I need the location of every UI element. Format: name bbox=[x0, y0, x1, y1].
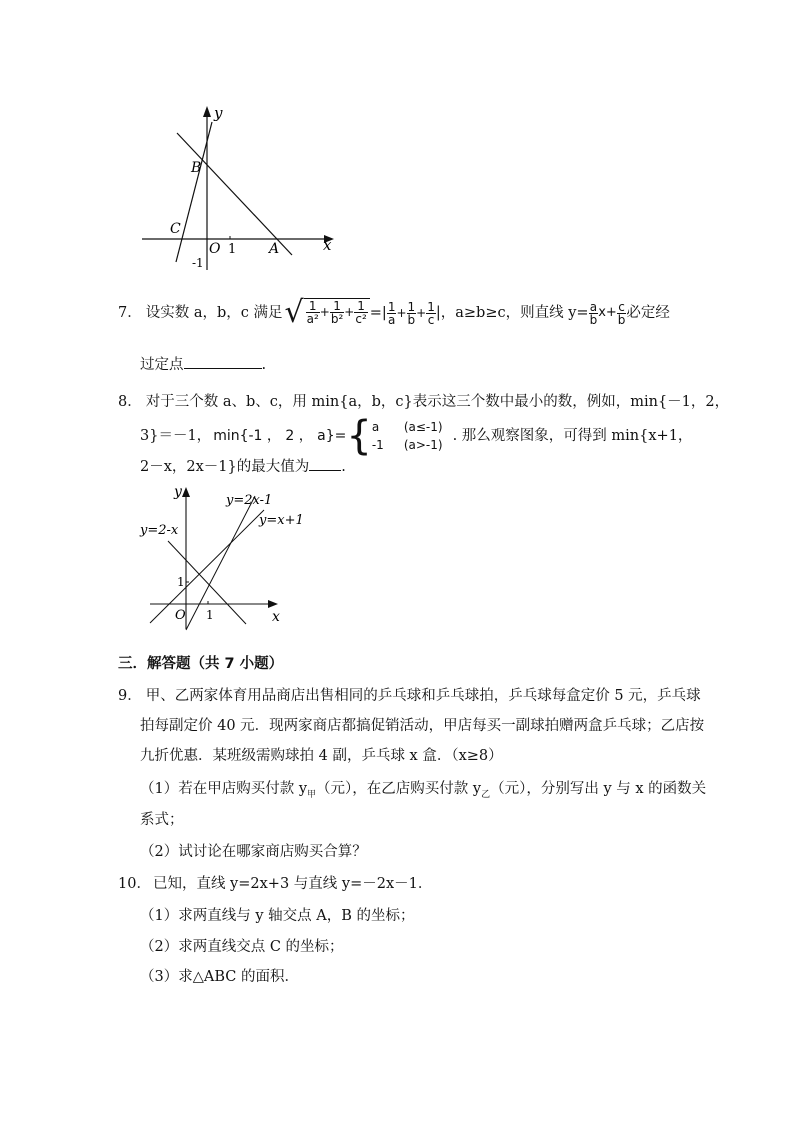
label-neg1: -1 bbox=[192, 256, 204, 270]
sqrt-symbol: √ bbox=[284, 295, 304, 330]
question-8-line3: 2－x，2x－1}的最大值为 . bbox=[140, 456, 346, 477]
answer-blank-8[interactable] bbox=[309, 456, 341, 471]
label-a: A bbox=[269, 241, 280, 257]
label-line-2x-1: y=2x-1 bbox=[226, 493, 273, 508]
question-9-line3: 九折优惠．某班级需购球拍 4 副，乒乓球 x 盒．（x≥8） bbox=[140, 748, 503, 764]
y-axis-arrow bbox=[203, 106, 211, 117]
question-9-line2: 拍每副定价 40 元．现两家商店都搞促销活动，甲店每买一副球拍赠两盒乒乓球；乙店按 bbox=[140, 718, 705, 734]
question-10-part3: （3）求△ABC 的面积． bbox=[140, 969, 299, 985]
label-line-x+1: y=x+1 bbox=[259, 513, 304, 528]
label-o: O bbox=[209, 241, 221, 257]
case-block: a (a≤-1) -1 (a>-1) bbox=[371, 420, 443, 452]
sqrt-body: $\frac{1}{\text{a²}}$ + $\frac{1}{\text{b²}}$ + $\frac{1}{\text{c²}}$ bbox=[304, 298, 370, 325]
label-y: y bbox=[174, 484, 182, 500]
q7-post: 必定经 bbox=[626, 305, 670, 321]
label-one: 1 bbox=[228, 242, 237, 257]
question-9-part1: （1）若在甲店购买付款 $y_甲$（元），在乙店购买付款 $y_乙$（元），分别写出 y 与 x 的函数关 bbox=[140, 781, 707, 800]
label-x: x bbox=[323, 236, 332, 254]
question-9-part2: （2）试讨论在哪家商店购买合算？ bbox=[140, 844, 367, 860]
label-o: O bbox=[175, 608, 186, 623]
question-9-part1-cont: 系式； bbox=[140, 812, 184, 828]
q7-number: 7． bbox=[118, 305, 142, 321]
label-b: B bbox=[191, 160, 202, 176]
graph-1 bbox=[130, 100, 350, 280]
question-10-line1: 10． 已知，直线 y=2x+3 与直线 y=－2x－1． bbox=[118, 876, 433, 892]
label-y: y bbox=[214, 104, 223, 122]
label-c: C bbox=[170, 221, 181, 237]
case-brace: { bbox=[346, 413, 372, 459]
graph-2 bbox=[138, 484, 304, 634]
label-one-y: 1 bbox=[177, 575, 185, 589]
question-9-line1: 9． 甲、乙两家体育用品商店出售相同的乒乓球和乒乓球拍，乒乓球每盒定价 5 元，乒乓球 bbox=[118, 688, 701, 704]
q7-mid: |，a≥b≥c，则直线 y= bbox=[435, 305, 589, 321]
label-x: x bbox=[272, 609, 280, 625]
question-10-part1: （1）求两直线与 y 轴交点 A，B 的坐标； bbox=[140, 908, 415, 924]
question-8-line1: 8． 对于三个数 a、b、c，用 min{a，b，c}表示这三个数中最小的数，例如，min{－1，2， bbox=[118, 394, 730, 410]
question-7: 7． 设实数 a，b，c 满足 √ $\frac{1}{\text{a²}}$ + $\frac{1}{\text{b²}}$ + $\frac{1}{\text{c²}}$ =| $\frac{1}{a}$ + $\frac{1}{b}$ + $\frac{1}{c}$ |，a≥b≥c，则直线 y= $\frac{a}{b}$ x+ $\frac{c}{b}$ 必定经 bbox=[118, 295, 670, 330]
question-8-line2: 3}＝－1， min{-1 ， 2 ， a}= { a (a≤-1) -1 (a>-1) . 那么观察图象，可得到 min{x+1， bbox=[140, 413, 693, 459]
section-3-title: 三．解答题（共 7 小题） bbox=[118, 656, 284, 672]
answer-blank-7[interactable] bbox=[184, 354, 262, 369]
q7-pre: 设实数 a，b，c 满足 bbox=[145, 305, 283, 321]
line-ba bbox=[177, 133, 292, 255]
label-line-2-x: y=2-x bbox=[140, 523, 179, 538]
label-one-x: 1 bbox=[206, 608, 214, 622]
question-7-line2: 过定点 . bbox=[140, 354, 266, 375]
question-10-part2: （2）求两直线交点 C 的坐标； bbox=[140, 939, 344, 955]
line-2x-minus-1 bbox=[186, 496, 255, 630]
